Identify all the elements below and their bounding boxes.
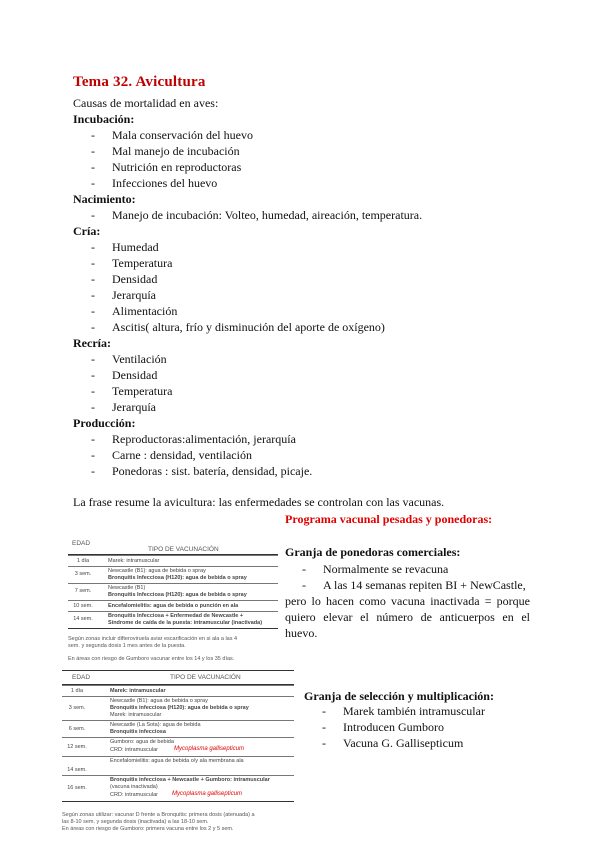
heading-produccion: Producción: xyxy=(73,416,136,430)
bullet-dash: - xyxy=(91,304,95,318)
bullet-dash: - xyxy=(322,704,326,718)
heading-ponedoras: Granja de ponedoras comerciales: xyxy=(285,545,461,559)
bullet-dash: - xyxy=(91,400,95,414)
ponedoras-continuation: pero lo hacen como vacuna inactivada = porque quiero elevar el número de anticuerpos en el huevo. xyxy=(285,594,530,640)
table-rule xyxy=(62,670,294,671)
table-row: 16 sem. Bronquitis infecciosa + Newcastle + Gumboro: intramuscular (vacuna inactivada) CRD: intramuscular Mycoplasma gallisepticum xyxy=(62,775,294,802)
bullet-dash: - xyxy=(91,384,95,398)
bullet-dash: - xyxy=(91,448,95,462)
heading-incubacion: Incubación: xyxy=(73,112,135,126)
table-row: 10 sem. Encefalomielitis: agua de bebida o punción en ala xyxy=(68,600,278,611)
summary-text: La frase resume la avicultura: las enfermedades se controlan con las vacunas. xyxy=(73,495,445,509)
bullet-dash: - xyxy=(91,256,95,270)
bullet-dash: - xyxy=(322,736,326,750)
intro-text: Causas de mortalidad en aves: xyxy=(73,96,219,110)
table-row: 14 sem. Encefalomielitis: agua de bebida o/y ala membrana ala xyxy=(62,756,294,775)
table-row: 1 día Marek: intramuscular xyxy=(62,685,294,696)
col-tipo: TIPO DE VACUNACIÓN xyxy=(148,546,219,553)
heading-seleccion: Granja de selección y multiplicación: xyxy=(304,689,494,703)
vaccination-table-ponedoras: EDAD TIPO DE VACUNACIÓN 1 día Marek: intramuscular 3 sem. Newcastle (B1): agua de bebida o spray Bronquitis Infecciosa (H120): agua de bebida o spray 7 sem. Newcastle (B1) Bronquitis Infecciosa (H120): agua de bebida o spray 10 sem. Encefalomielitis: agua de bebida o punción en ala 14 sem. Bronquitis Infecciosa + Enfermedad de Newcastle + Síndrome de caída de la puesta: intramuscular (inactivada) Según zonas incluir difteroviruela aviar escarificación en si ala a las 4 sem. y segunda dosis 1 mes antes de la puesta. En áreas con riesgo de Gumboro vacunar entre los 14 y los 35 días. xyxy=(68,540,278,658)
page-title: Tema 32. Avicultura xyxy=(73,74,206,90)
table-row: 1 día Marek: intramuscular xyxy=(68,555,278,566)
heading-nacimiento: Nacimiento: xyxy=(73,192,136,206)
document-page: Tema 32. Avicultura Causas de mortalidad en aves: Incubación: - Mala conservación del huevo - Mal manejo de incubación - Nutrición en reproductoras - Infecciones del huevo Nacimiento: - Manejo de incubación: Volteo, humedad, aireación, temperatura. Cría: - Humedad - Temperatura - Densidad - Jerarquía - Alimentación - Ascitis( altura, frío y disminución del aporte de oxígeno) Recría: - Ventilación - Densidad - Temperatura - Jerarquía Producción: - Reproductoras:alimentación, jerarquía - Carne : densidad, ventilación - Ponedoras : sist. batería, densidad, picaje. La frase resume la avicultura: las enfermedades se controlan con las vacunas. Programa vacunal pesadas y ponedoras: EDAD TIPO DE VACUNACIÓN 1 día Marek: intramuscular 3 sem. Newcastle (B1): agua de bebida o spray Bronquitis Infecciosa (H120): agua de bebida o spray 7 sem. Newcastle (B1) Bronquitis Infecciosa (H120): agua de bebida o spray 10 sem. Encefalomielitis: agua de bebida o punción en ala 14 sem. Bronquitis Infecciosa + Enfermedad de Newcastle + Síndrome de caída de la puesta: intramuscular (inactivada) Según zonas incluir difteroviruela aviar escarificación en si ala a las 4 sem. y segunda dosis 1 mes antes de la puesta. En áreas con riesgo de Gumboro vacunar entre los 14 y los 35 días. EDAD TIPO DE VACUNACIÓN 1 día Marek: intramuscular 3 sem. Newcastle (B1): agua de bebida o spray Bronquitis infecciosa (H120): agua de bebida o spray Marek: intramuscular 6 sem. Newcastle (La Sota): agua de bebida Bronquitis infecciosa 12 sem. Gumboro: agua de bebida CRD: intramuscular Mycoplasma gallisepticum 14 sem. Encefalomielitis: agua de bebida o/y ala membrana ala 16 sem. Bronquitis infecciosa + Newcastle + Gumboro: intramuscular (vacuna inactivada) CRD: intramuscular Mycoplasma gallisepticum Según zonas utilizar: vacunar D frente a Bronquitis: primera dosis (atenuada) a las 8-10 sem. y segunda dosis (inactivada) a las 18-10 sem. En áreas con riesgo de Gumboro: primera vacuna entre los 2 y 5 sem. Granja de ponedoras comerciales: - Normalmente se revacuna - A las 14 semanas repiten BI + NewCastle, pero lo hacen como vacuna inactivada = porque quiero elevar el número de anticuerpos en el huevo. Granja de selección y multiplicación: - Marek también intramuscular - Introducen Gumboro - Vacuna G. Gallisepticum xyxy=(0,0,600,848)
bullet-dash: - xyxy=(91,240,95,254)
bullet-dash: - xyxy=(91,464,95,478)
heading-cria: Cría: xyxy=(73,224,101,238)
bullet-dash: - xyxy=(91,288,95,302)
bullet-dash: - xyxy=(91,144,95,158)
col-edad: EDAD xyxy=(72,540,91,547)
heading-recria: Recría: xyxy=(73,336,111,350)
bullet-dash: - xyxy=(302,578,306,592)
bullet-dash: - xyxy=(322,720,326,734)
table-row: 7 sem. Newcastle (B1) Bronquitis Infecciosa (H120): agua de bebida o spray xyxy=(68,583,278,600)
bullet-dash: - xyxy=(91,368,95,382)
table-row: 6 sem. Newcastle (La Sota): agua de bebida Bronquitis infecciosa xyxy=(62,720,294,737)
bullet-dash: - xyxy=(91,320,95,334)
bullet-dash: - xyxy=(91,128,95,142)
bullet-dash: - xyxy=(91,432,95,446)
vaccination-table-seleccion: EDAD TIPO DE VACUNACIÓN 1 día Marek: intramuscular 3 sem. Newcastle (B1): agua de bebida o spray Bronquitis infecciosa (H120): agua de bebida o spray Marek: intramuscular 6 sem. Newcastle (La Sota): agua de bebida Bronquitis infecciosa 12 sem. Gumboro: agua de bebida CRD: intramuscular Mycoplasma gallisepticum 14 sem. Encefalomielitis: agua de bebida o/y ala membrana ala 16 sem. Bronquitis infecciosa + Newcastle + Gumboro: intramuscular (vacuna inactivada) CRD: intramuscular Mycoplasma gallisepticum Según zonas utilizar: vacunar D frente a Bronquitis: primera dosis (atenuada) a las 8-10 sem. y segunda dosis (inactivada) a las 18-10 sem. En áreas con riesgo de Gumboro: primera vacuna entre los 2 y 5 sem. xyxy=(62,670,294,846)
programa-title: Programa vacunal pesadas y ponedoras: xyxy=(285,512,493,526)
bullet-dash: - xyxy=(91,272,95,286)
bullet-dash: - xyxy=(91,176,95,190)
bullet-dash: - xyxy=(91,160,95,174)
bullet-dash: - xyxy=(91,208,95,222)
table-row: 14 sem. Bronquitis Infecciosa + Enfermedad de Newcastle + Síndrome de caída de la puesta: intramuscular (inactivada) xyxy=(68,611,278,629)
table-row: 12 sem. Gumboro: agua de bebida CRD: intramuscular Mycoplasma gallisepticum xyxy=(62,737,294,756)
bullet-dash: - xyxy=(302,562,306,576)
table-row: 3 sem. Newcastle (B1): agua de bebida o spray Bronquitis infecciosa (H120): agua de bebida o spray Marek: intramuscular xyxy=(62,696,294,720)
bullet-dash: - xyxy=(91,352,95,366)
table-row: 3 sem. Newcastle (B1): agua de bebida o spray Bronquitis Infecciosa (H120): agua de bebida o spray xyxy=(68,566,278,583)
